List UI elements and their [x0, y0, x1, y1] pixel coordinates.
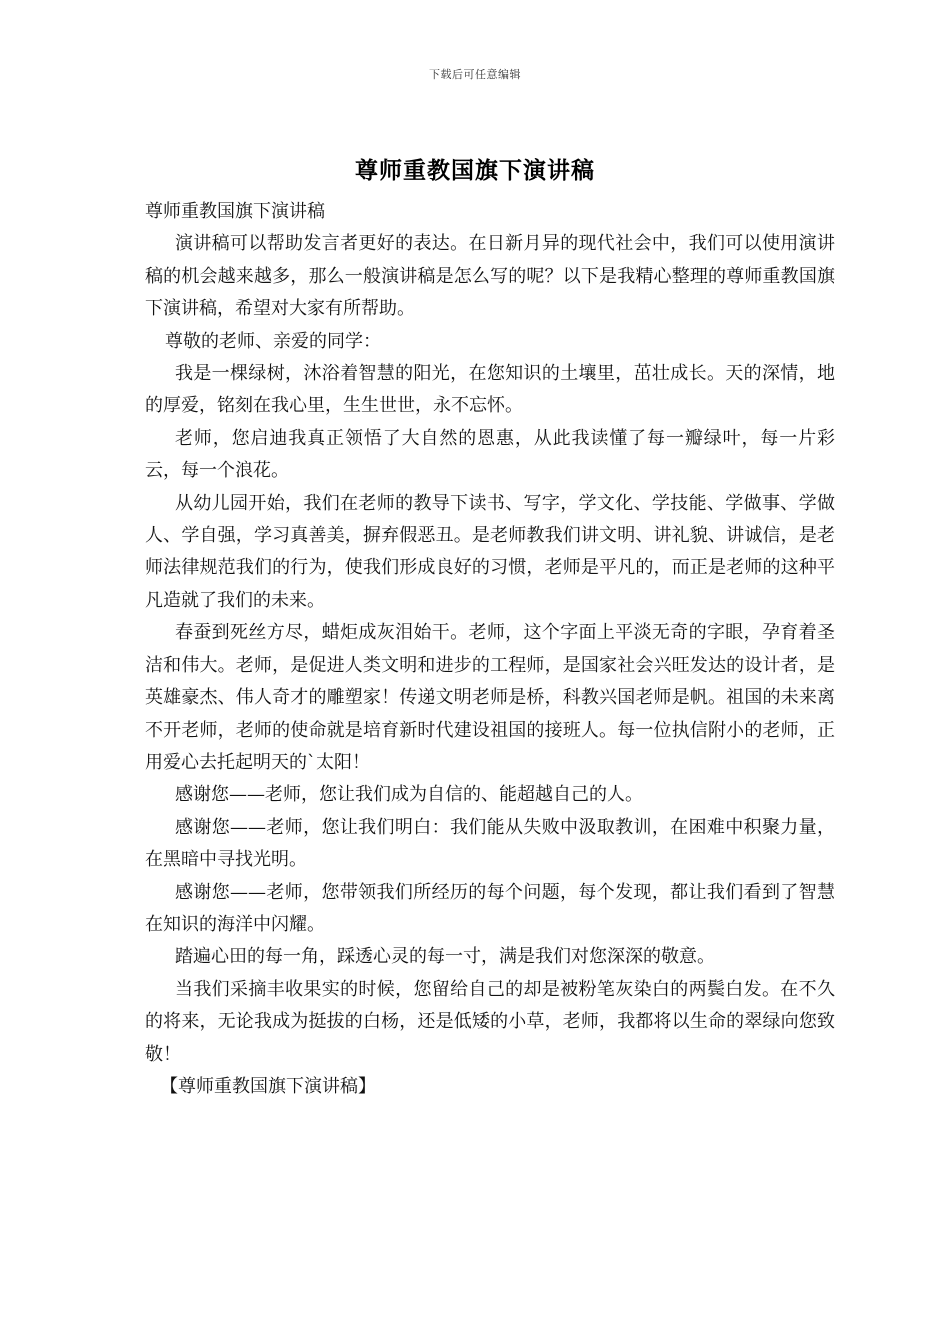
body-paragraph: 老师，您启迪我真正领悟了大自然的恩惠，从此我读懂了每一瓣绿叶，每一片彩云，每一个浪花。: [145, 427, 835, 482]
body-paragraph: 春蚕到死丝方尽，蜡炬成灰泪始干。老师，这个字面上平淡无奇的字眼，孕育着圣洁和伟大。老师，是促进人类文明和进步的工程师，是国家社会兴旺发达的设计者，是英雄豪杰、伟人奇才的雕塑家！传递文明老师是桥，科教兴国老师是帆。祖国的未来离不开老师，老师的使命就是培育新时代建设祖国的接班人。每一位执信附小的老师，正用爱心去托起明天的`太阳！: [145, 622, 835, 773]
header-note: 下载后可任意编辑: [429, 68, 521, 81]
body-paragraph: 当我们采摘丰收果实的时候，您留给自己的却是被粉笔灰染白的两鬓白发。在不久的将来，无论我成为挺拔的白杨，还是低矮的小草，老师，我都将以生命的翠绿向您致敬！: [145, 978, 835, 1065]
body-paragraph: 踏遍心田的每一角，踩透心灵的每一寸，满是我们对您深深的敬意。: [175, 946, 715, 968]
body-paragraph: 感谢您——老师，您让我们明白：我们能从失败中汲取教训，在困难中积聚力量，在黑暗中寻找光明。: [145, 816, 835, 871]
body-paragraph: 感谢您——老师，您让我们成为自信的、能超越自己的人。: [175, 784, 643, 806]
intro-paragraph: 演讲稿可以帮助发言者更好的表达。在日新月异的现代社会中，我们可以使用演讲稿的机会越来越多，那么一般演讲稿是怎么写的呢？以下是我精心整理的尊师重教国旗下演讲稿，希望对大家有所帮助。: [145, 233, 835, 320]
document-body: [145, 196, 835, 1103]
body-paragraph: 从幼儿园开始，我们在老师的教导下读书、写字，学文化、学技能、学做事、学做人、学自强，学习真善美，摒弃假恶丑。是老师教我们讲文明、讲礼貌、讲诚信，是老师法律规范我们的行为，使我们形成良好的习惯，老师是平凡的，而正是老师的这种平凡造就了我们的未来。: [145, 492, 835, 611]
salutation: 尊敬的老师、亲爱的同学：: [165, 330, 381, 352]
document-title: 尊师重教国旗下演讲稿: [355, 157, 595, 184]
body-paragraph: 感谢您——老师，您带领我们所经历的每个问题，每个发现，都让我们看到了智慧在知识的海洋中闪耀。: [145, 881, 835, 935]
closing-title: 【尊师重教国旗下演讲稿】: [160, 1075, 376, 1097]
body-paragraph: 我是一棵绿树，沐浴着智慧的阳光，在您知识的土壤里，茁壮成长。天的深情，地的厚爱，铭刻在我心里，生生世世，永不忘怀。: [145, 363, 835, 417]
document-subtitle: 尊师重教国旗下演讲稿: [145, 201, 325, 222]
